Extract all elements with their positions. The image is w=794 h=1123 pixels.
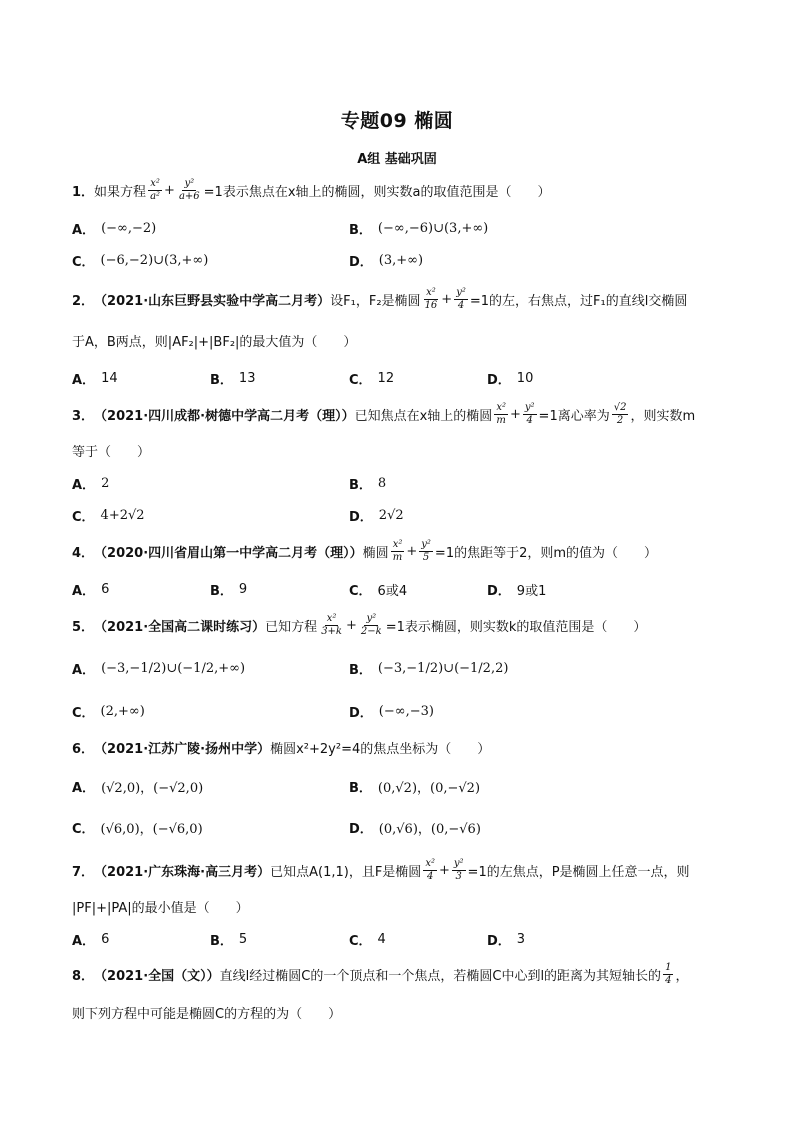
question-4-option-c[interactable]: C． 6或4 [349, 583, 408, 599]
question-3-stem: 3． （2021·四川成都·树德中学高二月考（理）） 已知焦点在x轴上的椭圆 $\frac{\text{x²}}{m}$ + $\frac{\text{y²}}{4}$ =1离心率为 $\frac{√2}{2}$ ，则实数m [72, 401, 696, 426]
question-4-option-a[interactable]: A． 6 [72, 581, 110, 599]
question-2-option-a[interactable]: A． 14 [72, 370, 118, 388]
question-2-option-c[interactable]: C． 12 [349, 370, 395, 388]
question-source: （2021·全国（文）） [94, 968, 220, 984]
fraction: $\frac{\text{y²}}{4}$ [524, 401, 535, 426]
fraction: $\frac{\text{y²}}{a+6}$ [178, 177, 200, 202]
question-2-stem-cont: 于A，B两点，则|AF₂|+|BF₂|的最大值为（ ） [72, 334, 357, 350]
question-5-option-a[interactable]: A． (−3,−1/2)∪(−1/2,+∞) [72, 660, 246, 678]
question-8-stem: 8． （2021·全国（文）） 直线l经过椭圆C的一个顶点和一个焦点，若椭圆C中心到l的距离为其短轴长的 $\frac{1}{4}$ ， [72, 961, 689, 986]
question-1-option-c[interactable]: C． (−6,−2)∪(3,+∞) [72, 252, 209, 270]
question-3-option-b[interactable]: B． 8 [349, 475, 387, 493]
question-2-option-d[interactable]: D． 10 [487, 370, 534, 388]
question-5-option-d[interactable]: D． (−∞,−3) [349, 703, 434, 721]
question-2-stem: 2． （2021·山东巨野县实验中学高二月考） 设F₁，F₂是椭圆 $\frac{\text{x²}}{16}$ + $\frac{\text{y²}}{4}$ =1的左，右焦点，过F₁的直线l交椭圆 [72, 286, 688, 311]
question-source: （2021·全国高二课时练习） [94, 619, 266, 635]
fraction: $\frac{\text{y²}}{3}$ [453, 857, 464, 882]
fraction: $\frac{\text{x²}}{16}$ [424, 286, 438, 311]
fraction: $\frac{\text{x²}}{m}$ [496, 401, 506, 426]
question-5-option-c[interactable]: C． (2,+∞) [72, 703, 145, 721]
question-7-option-c[interactable]: C． 4 [349, 931, 386, 949]
question-3-option-c[interactable]: C． 4+2√2 [72, 507, 145, 525]
question-source: （2021·江苏广陵·扬州中学） [94, 741, 271, 757]
question-6-stem: 6． （2021·江苏广陵·扬州中学） 椭圆x²+2y²=4的焦点坐标为（ ） [72, 733, 490, 761]
question-4-option-d[interactable]: D． 9或1 [487, 583, 547, 599]
page-title: 专题09 椭圆 [340, 110, 454, 132]
question-7-option-b[interactable]: B． 5 [210, 931, 248, 949]
question-2-option-b[interactable]: B． 13 [210, 370, 256, 388]
question-1-option-b[interactable]: B． (−∞,−6)∪(3,+∞) [349, 220, 489, 238]
fraction: $\frac{1}{4}$ [665, 961, 672, 986]
question-7-option-a[interactable]: A． 6 [72, 931, 110, 949]
fraction: $\frac{\text{x²}}{m}$ [392, 538, 403, 563]
question-4-option-b[interactable]: B． 9 [210, 581, 248, 599]
fraction: $\frac{\text{y²}}{2-k}$ [360, 612, 382, 637]
fraction: $\frac{\text{y²}}{4}$ [456, 286, 466, 311]
question-8-stem-cont: 则下列方程中可能是椭圆C的方程的为（ ） [72, 1006, 342, 1022]
question-1-option-d[interactable]: D． (3,+∞) [349, 252, 424, 270]
question-6-option-a[interactable]: A． (√2,0)，(−√2,0) [72, 780, 204, 796]
fraction: $\frac{√2}{2}$ [613, 401, 627, 426]
question-5-option-b[interactable]: B． (−3,−1/2)∪(−1/2,2) [349, 660, 509, 678]
section-subtitle: A组 基础巩固 [357, 152, 437, 167]
question-source: （2021·广东珠海·高三月考） [94, 864, 271, 880]
fraction: $\frac{\text{y²}}{5}$ [421, 538, 431, 563]
question-source: （2021·四川成都·树德中学高二月考（理）） [94, 408, 355, 424]
question-6-option-c[interactable]: C． (√6,0)，(−√6,0) [72, 821, 203, 837]
question-source: （2020·四川省眉山第一中学高二月考（理）） [94, 545, 363, 561]
question-4-stem: 4． （2020·四川省眉山第一中学高二月考（理）） 椭圆 $\frac{\text{x²}}{m}$ + $\frac{\text{y²}}{5}$ =1的焦距等于2，则m的值为（ ） [72, 538, 658, 563]
question-5-stem: 5． （2021·全国高二课时练习） 已知方程 $\frac{\text{x²}}{3+k}$ + $\frac{\text{y²}}{2-k}$ =1表示椭圆，则实数k的取值范围是（ ） [72, 612, 647, 637]
question-3-option-d[interactable]: D． 2√2 [349, 507, 404, 525]
fraction: $\frac{\text{x²}}{3+k}$ [321, 612, 342, 637]
question-1-stem: 1． 如果方程 $\frac{\text{x²}}{\text{a²}}$ + $\frac{\text{y²}}{a+6}$ =1表示焦点在x轴上的椭圆，则实数a的取值范围是（ ） [72, 177, 551, 202]
question-7-stem: 7． （2021·广东珠海·高三月考） 已知点A(1,1)，且F是椭圆 $\frac{\text{x²}}{4}$ + $\frac{\text{y²}}{3}$ =1的左焦点，P是椭圆上任意一点，则 [72, 857, 690, 882]
question-7-option-d[interactable]: D． 3 [487, 931, 526, 949]
fraction: $\frac{\text{x²}}{\text{a²}}$ [150, 177, 161, 202]
question-6-option-b[interactable]: B． (0,√2)，(0,−√2) [349, 780, 481, 796]
question-3-stem-cont: 等于（ ） [72, 444, 151, 460]
question-7-stem-cont: |PF|+|PA|的最小值是（ ） [72, 900, 249, 916]
question-3-option-a[interactable]: A． 2 [72, 475, 110, 493]
question-1-option-a[interactable]: A． (−∞,−2) [72, 220, 157, 238]
question-source: （2021·山东巨野县实验中学高二月考） [94, 293, 331, 309]
fraction: $\frac{\text{x²}}{4}$ [425, 857, 435, 882]
question-6-option-d[interactable]: D． (0,√6)，(0,−√6) [349, 821, 481, 837]
